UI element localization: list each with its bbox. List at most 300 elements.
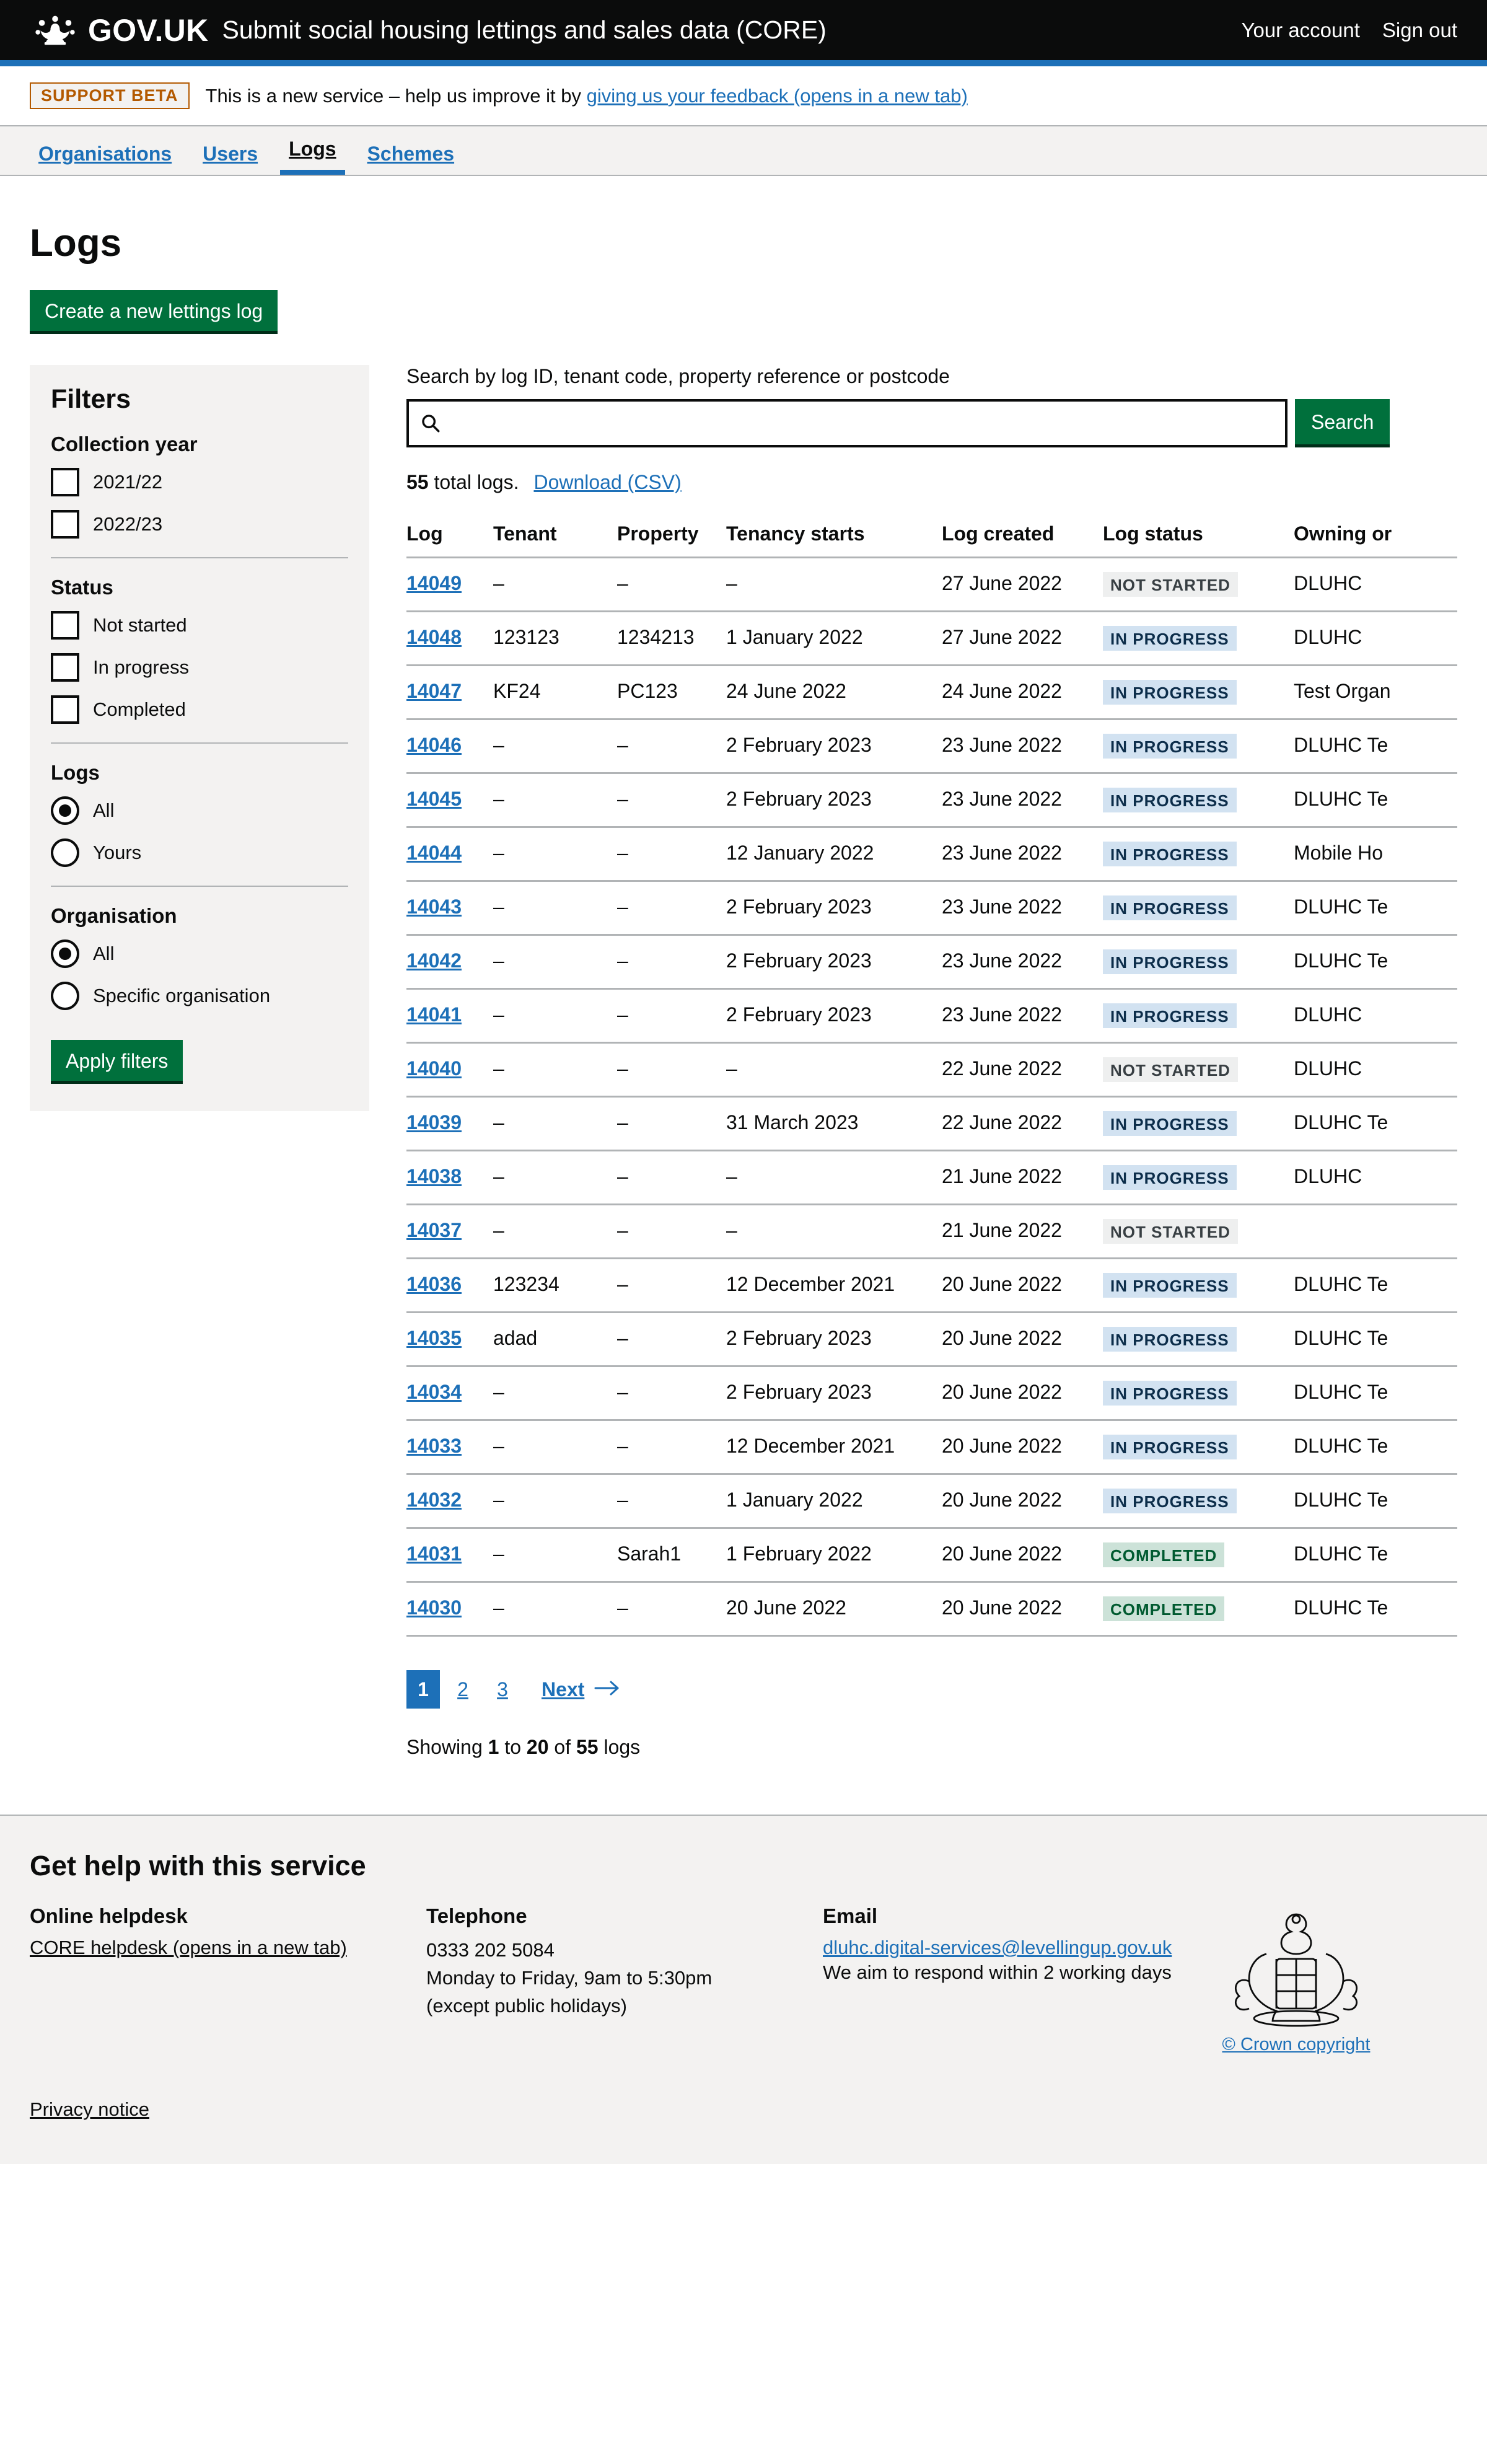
pagination-page-1[interactable]: 1 bbox=[406, 1670, 440, 1709]
cell-property: – bbox=[617, 1151, 726, 1205]
royal-coat-of-arms-icon bbox=[1222, 1904, 1371, 2028]
search-row bbox=[406, 399, 1457, 447]
total-logs-count: 55 bbox=[406, 471, 429, 493]
cell-tenant: – bbox=[493, 558, 617, 612]
cell-property: – bbox=[617, 1420, 726, 1474]
table-row bbox=[406, 827, 1457, 881]
status-badge: IN PROGRESS bbox=[1103, 1489, 1237, 1513]
table-row bbox=[406, 1259, 1457, 1313]
footer-telephone-note: (except public holidays) bbox=[426, 1994, 627, 2017]
table-row bbox=[406, 935, 1457, 989]
footer-crest-block bbox=[1222, 1904, 1457, 2055]
cell-log-created: 20 June 2022 bbox=[942, 1313, 1103, 1366]
cell-log-status bbox=[1103, 1366, 1294, 1420]
cell-log-created: 23 June 2022 bbox=[942, 989, 1103, 1043]
status-badge: IN PROGRESS bbox=[1103, 1273, 1237, 1298]
status-badge: IN PROGRESS bbox=[1103, 1111, 1237, 1136]
filter-checkbox-not-started[interactable] bbox=[51, 611, 348, 640]
status-badge: NOT STARTED bbox=[1103, 1057, 1238, 1082]
log-link[interactable]: 14033 bbox=[406, 1435, 462, 1457]
cell-property: – bbox=[617, 1043, 726, 1097]
filter-checkbox-completed[interactable] bbox=[51, 695, 348, 724]
pagination-page-2[interactable]: 2 bbox=[457, 1678, 468, 1701]
pagination-page-3[interactable]: 3 bbox=[497, 1678, 508, 1701]
status-badge: IN PROGRESS bbox=[1103, 895, 1237, 920]
log-link[interactable]: 14030 bbox=[406, 1596, 462, 1619]
cell-log-status bbox=[1103, 558, 1294, 612]
cell-log-id bbox=[406, 1582, 493, 1636]
cell-tenancy-starts: 2 February 2023 bbox=[726, 989, 942, 1043]
cell-tenancy-starts: 12 December 2021 bbox=[726, 1259, 942, 1313]
showing-from: 1 bbox=[488, 1736, 499, 1758]
cell-log-status bbox=[1103, 989, 1294, 1043]
primary-navigation bbox=[0, 126, 1487, 176]
header-account-links bbox=[1241, 19, 1457, 42]
filter-label: All bbox=[93, 943, 115, 965]
cell-tenant: – bbox=[493, 935, 617, 989]
cell-owning-organisation: DLUHC Te bbox=[1294, 1097, 1457, 1151]
search-input[interactable] bbox=[450, 402, 1285, 445]
cell-log-id bbox=[406, 558, 493, 612]
table-row bbox=[406, 1474, 1457, 1528]
checkbox-icon[interactable] bbox=[51, 611, 79, 640]
cell-log-created: 20 June 2022 bbox=[942, 1582, 1103, 1636]
footer-email-link[interactable]: dluhc.digital-services@levellingup.gov.uk bbox=[823, 1937, 1172, 1958]
cell-log-id bbox=[406, 1420, 493, 1474]
status-badge: IN PROGRESS bbox=[1103, 1003, 1237, 1028]
filter-group-title-logs: Logs bbox=[51, 761, 100, 784]
table-row bbox=[406, 1313, 1457, 1366]
filter-label: Not started bbox=[93, 614, 187, 636]
cell-log-status bbox=[1103, 935, 1294, 989]
feedback-link[interactable]: giving us your feedback (opens in a new tab) bbox=[586, 84, 968, 107]
logs-layout bbox=[30, 365, 1457, 1759]
cell-log-created: 23 June 2022 bbox=[942, 719, 1103, 773]
table-row bbox=[406, 881, 1457, 935]
cell-log-id bbox=[406, 1259, 493, 1313]
cell-log-created: 21 June 2022 bbox=[942, 1151, 1103, 1205]
cell-tenant: – bbox=[493, 1205, 617, 1259]
cell-tenancy-starts: 1 January 2022 bbox=[726, 612, 942, 666]
cell-owning-organisation: Mobile Ho bbox=[1294, 827, 1457, 881]
cell-tenancy-starts: 2 February 2023 bbox=[726, 773, 942, 827]
filters-panel bbox=[30, 365, 369, 1111]
checkbox-icon[interactable] bbox=[51, 468, 79, 496]
cell-tenant: – bbox=[493, 1420, 617, 1474]
create-new-lettings-log-button[interactable]: Create a new lettings log bbox=[30, 290, 278, 334]
filter-label: All bbox=[93, 799, 115, 822]
footer-telephone-title: Telephone bbox=[426, 1904, 527, 1927]
cell-tenant: adad bbox=[493, 1313, 617, 1366]
cell-log-status bbox=[1103, 1043, 1294, 1097]
cell-tenant: – bbox=[493, 1151, 617, 1205]
table-row bbox=[406, 1205, 1457, 1259]
filter-label: Yours bbox=[93, 842, 142, 864]
log-link[interactable]: 14044 bbox=[406, 842, 462, 864]
filter-label: Completed bbox=[93, 698, 186, 721]
log-link[interactable]: 14035 bbox=[406, 1327, 462, 1349]
cell-owning-organisation: DLUHC Te bbox=[1294, 719, 1457, 773]
table-row bbox=[406, 1528, 1457, 1582]
footer-telephone-hours: Monday to Friday, 9am to 5:30pm bbox=[426, 1966, 713, 1989]
pagination-next-label: Next bbox=[542, 1678, 585, 1701]
cell-property: – bbox=[617, 1259, 726, 1313]
showing-to: 20 bbox=[526, 1736, 549, 1758]
cell-property: – bbox=[617, 719, 726, 773]
cell-log-status bbox=[1103, 827, 1294, 881]
filter-group-organisation bbox=[51, 905, 348, 1010]
service-name: Submit social housing lettings and sales data (CORE) bbox=[222, 15, 827, 44]
column-header-log-status: Log status bbox=[1103, 511, 1294, 558]
cell-tenancy-starts: 31 March 2023 bbox=[726, 1097, 942, 1151]
filter-group-title-status: Status bbox=[51, 576, 113, 599]
cell-log-id bbox=[406, 1097, 493, 1151]
cell-tenant: – bbox=[493, 827, 617, 881]
log-link[interactable]: 14040 bbox=[406, 1057, 462, 1080]
footer-helpdesk-column bbox=[30, 1904, 426, 1959]
cell-log-status bbox=[1103, 1528, 1294, 1582]
pagination bbox=[406, 1670, 1457, 1709]
log-link[interactable]: 14041 bbox=[406, 1003, 462, 1026]
search-box[interactable] bbox=[406, 399, 1287, 447]
log-link[interactable]: 14047 bbox=[406, 680, 462, 702]
status-badge: IN PROGRESS bbox=[1103, 788, 1237, 812]
core-helpdesk-link[interactable]: CORE helpdesk (opens in a new tab) bbox=[30, 1937, 347, 1958]
cell-property: – bbox=[617, 1366, 726, 1420]
cell-log-created: 21 June 2022 bbox=[942, 1205, 1103, 1259]
cell-tenancy-starts: 1 January 2022 bbox=[726, 1474, 942, 1528]
table-row bbox=[406, 1043, 1457, 1097]
cell-tenancy-starts: 24 June 2022 bbox=[726, 666, 942, 719]
cell-property: – bbox=[617, 989, 726, 1043]
footer-email-title: Email bbox=[823, 1904, 878, 1927]
filter-label: Specific organisation bbox=[93, 985, 271, 1007]
cell-tenancy-starts: 2 February 2023 bbox=[726, 935, 942, 989]
footer-telephone-column bbox=[426, 1904, 823, 2020]
status-badge: IN PROGRESS bbox=[1103, 842, 1237, 866]
log-link[interactable]: 14042 bbox=[406, 949, 462, 972]
cell-property: PC123 bbox=[617, 666, 726, 719]
log-link[interactable]: 14045 bbox=[406, 788, 462, 810]
cell-log-status bbox=[1103, 1151, 1294, 1205]
filter-checkbox-2021-22[interactable] bbox=[51, 468, 348, 496]
cell-tenancy-starts: – bbox=[726, 1043, 942, 1097]
log-link[interactable]: 14049 bbox=[406, 572, 462, 594]
sign-out-link[interactable]: Sign out bbox=[1382, 18, 1457, 42]
footer-telephone-number: 0333 202 5084 bbox=[426, 1939, 555, 1961]
cell-tenant: 123123 bbox=[493, 612, 617, 666]
cell-log-created: 20 June 2022 bbox=[942, 1528, 1103, 1582]
cell-tenancy-starts: 2 February 2023 bbox=[726, 1366, 942, 1420]
column-header-log-created: Log created bbox=[942, 511, 1103, 558]
status-badge: IN PROGRESS bbox=[1103, 949, 1237, 974]
filter-label: In progress bbox=[93, 656, 190, 679]
cell-log-status bbox=[1103, 1205, 1294, 1259]
search-icon bbox=[409, 413, 450, 434]
filters-heading: Filters bbox=[51, 384, 131, 414]
cell-log-status bbox=[1103, 773, 1294, 827]
filter-divider bbox=[51, 557, 348, 558]
cell-owning-organisation: DLUHC Te bbox=[1294, 1474, 1457, 1528]
cell-property: – bbox=[617, 827, 726, 881]
cell-log-status bbox=[1103, 1420, 1294, 1474]
radio-icon[interactable] bbox=[51, 838, 79, 867]
cell-tenancy-starts: – bbox=[726, 1151, 942, 1205]
cell-log-created: 23 June 2022 bbox=[942, 773, 1103, 827]
cell-tenant: – bbox=[493, 773, 617, 827]
filter-group-status bbox=[51, 577, 348, 724]
status-badge: IN PROGRESS bbox=[1103, 626, 1237, 651]
cell-tenancy-starts: 20 June 2022 bbox=[726, 1582, 942, 1636]
total-logs-text: total logs. bbox=[434, 471, 519, 493]
log-link[interactable]: 14031 bbox=[406, 1542, 462, 1565]
cell-log-id bbox=[406, 666, 493, 719]
cell-owning-organisation: DLUHC Te bbox=[1294, 1259, 1457, 1313]
crown-copyright-link[interactable]: © Crown copyright bbox=[1222, 2035, 1371, 2054]
cell-owning-organisation bbox=[1294, 1205, 1457, 1259]
cell-property: – bbox=[617, 1582, 726, 1636]
cell-log-id bbox=[406, 612, 493, 666]
log-link[interactable]: 14039 bbox=[406, 1111, 462, 1133]
cell-log-id bbox=[406, 1151, 493, 1205]
logs-table-head bbox=[406, 511, 1457, 558]
cell-log-id bbox=[406, 1366, 493, 1420]
cell-tenancy-starts: 12 December 2021 bbox=[726, 1420, 942, 1474]
results-panel bbox=[406, 365, 1457, 1759]
filter-label: 2021/22 bbox=[93, 471, 163, 493]
cell-tenancy-starts: 2 February 2023 bbox=[726, 1313, 942, 1366]
cell-property: – bbox=[617, 1205, 726, 1259]
pagination-next-button[interactable] bbox=[542, 1678, 620, 1701]
nav-item-logs[interactable]: Logs bbox=[280, 139, 344, 175]
cell-property: – bbox=[617, 773, 726, 827]
table-row bbox=[406, 1097, 1457, 1151]
nav-item-users[interactable]: Users bbox=[203, 143, 258, 165]
cell-log-created: 23 June 2022 bbox=[942, 827, 1103, 881]
log-link[interactable]: 14037 bbox=[406, 1219, 462, 1241]
table-row bbox=[406, 1420, 1457, 1474]
cell-property: Sarah1 bbox=[617, 1528, 726, 1582]
cell-tenancy-starts: 12 January 2022 bbox=[726, 827, 942, 881]
cell-log-status bbox=[1103, 1259, 1294, 1313]
cell-log-status bbox=[1103, 881, 1294, 935]
cell-tenant: 123234 bbox=[493, 1259, 617, 1313]
status-badge: IN PROGRESS bbox=[1103, 1165, 1237, 1190]
checkbox-icon[interactable] bbox=[51, 510, 79, 539]
cell-tenant: – bbox=[493, 1582, 617, 1636]
filter-group-logs bbox=[51, 762, 348, 867]
table-row bbox=[406, 989, 1457, 1043]
log-link[interactable]: 14038 bbox=[406, 1165, 462, 1187]
filter-radio-logs-yours[interactable] bbox=[51, 838, 348, 867]
cell-owning-organisation: DLUHC bbox=[1294, 612, 1457, 666]
cell-owning-organisation: DLUHC bbox=[1294, 1043, 1457, 1097]
table-row bbox=[406, 719, 1457, 773]
log-link[interactable]: 14036 bbox=[406, 1273, 462, 1295]
footer-helpdesk-title: Online helpdesk bbox=[30, 1904, 188, 1927]
cell-log-created: 20 June 2022 bbox=[942, 1366, 1103, 1420]
cell-tenancy-starts: 2 February 2023 bbox=[726, 719, 942, 773]
cell-property: – bbox=[617, 935, 726, 989]
cell-log-created: 22 June 2022 bbox=[942, 1043, 1103, 1097]
cell-log-status bbox=[1103, 612, 1294, 666]
cell-property: 1234213 bbox=[617, 612, 726, 666]
cell-owning-organisation: DLUHC Te bbox=[1294, 1313, 1457, 1366]
showing-mid: to bbox=[504, 1736, 522, 1758]
status-badge: IN PROGRESS bbox=[1103, 734, 1237, 759]
cell-tenancy-starts: – bbox=[726, 558, 942, 612]
cell-log-id bbox=[406, 1474, 493, 1528]
log-link[interactable]: 14046 bbox=[406, 734, 462, 756]
showing-range-text bbox=[406, 1736, 1457, 1759]
filter-checkbox-2022-23[interactable] bbox=[51, 510, 348, 539]
column-header-property: Property bbox=[617, 511, 726, 558]
table-row bbox=[406, 1366, 1457, 1420]
cell-owning-organisation: DLUHC bbox=[1294, 1151, 1457, 1205]
logs-table-body bbox=[406, 558, 1457, 1636]
cell-log-created: 23 June 2022 bbox=[942, 935, 1103, 989]
cell-owning-organisation: DLUHC Te bbox=[1294, 881, 1457, 935]
column-header-tenant: Tenant bbox=[493, 511, 617, 558]
govuk-logotype: GOV.UK bbox=[88, 12, 209, 48]
footer-columns bbox=[30, 1904, 1457, 2055]
cell-owning-organisation: DLUHC bbox=[1294, 558, 1457, 612]
status-badge: IN PROGRESS bbox=[1103, 1327, 1237, 1352]
radio-icon[interactable] bbox=[51, 982, 79, 1010]
cell-owning-organisation: DLUHC Te bbox=[1294, 1366, 1457, 1420]
checkbox-icon[interactable] bbox=[51, 653, 79, 682]
filter-radio-organisation-all[interactable] bbox=[51, 939, 348, 968]
cell-tenant: – bbox=[493, 1366, 617, 1420]
filter-checkbox-in-progress[interactable] bbox=[51, 653, 348, 682]
radio-icon[interactable] bbox=[51, 939, 79, 968]
cell-log-created: 20 June 2022 bbox=[942, 1474, 1103, 1528]
cell-tenant: – bbox=[493, 1528, 617, 1582]
cell-tenant: – bbox=[493, 719, 617, 773]
phase-banner bbox=[0, 66, 1487, 126]
cell-log-id bbox=[406, 719, 493, 773]
cell-log-id bbox=[406, 989, 493, 1043]
phase-banner-message: This is a new service – help us improve it by bbox=[205, 84, 581, 107]
showing-of: of bbox=[554, 1736, 571, 1758]
status-badge: COMPLETED bbox=[1103, 1542, 1224, 1567]
footer-email-note: We aim to respond within 2 working days bbox=[823, 1961, 1172, 1983]
cell-tenant: KF24 bbox=[493, 666, 617, 719]
log-link[interactable]: 14048 bbox=[406, 626, 462, 648]
logs-table bbox=[406, 511, 1457, 1637]
cell-log-id bbox=[406, 935, 493, 989]
cell-owning-organisation: DLUHC Te bbox=[1294, 935, 1457, 989]
cell-log-created: 27 June 2022 bbox=[942, 558, 1103, 612]
filter-radio-specific-organisation[interactable] bbox=[51, 982, 348, 1010]
cell-tenancy-starts: – bbox=[726, 1205, 942, 1259]
cell-log-status bbox=[1103, 666, 1294, 719]
cell-log-id bbox=[406, 1043, 493, 1097]
cell-owning-organisation: DLUHC bbox=[1294, 989, 1457, 1043]
phase-banner-text bbox=[206, 85, 968, 107]
log-link[interactable]: 14032 bbox=[406, 1489, 462, 1511]
cell-log-created: 27 June 2022 bbox=[942, 612, 1103, 666]
cell-log-status bbox=[1103, 1582, 1294, 1636]
cell-owning-organisation: DLUHC Te bbox=[1294, 773, 1457, 827]
nav-item-organisations[interactable]: Organisations bbox=[38, 143, 172, 165]
privacy-notice-link[interactable]: Privacy notice bbox=[30, 2098, 149, 2120]
results-summary bbox=[406, 471, 1457, 494]
status-badge: IN PROGRESS bbox=[1103, 680, 1237, 705]
cell-log-status bbox=[1103, 1474, 1294, 1528]
header-brand bbox=[30, 14, 1241, 46]
table-row bbox=[406, 558, 1457, 612]
site-footer bbox=[0, 1815, 1487, 2164]
cell-property: – bbox=[617, 1313, 726, 1366]
search-label: Search by log ID, tenant code, property reference or postcode bbox=[406, 365, 950, 387]
cell-log-id bbox=[406, 1313, 493, 1366]
cell-owning-organisation: Test Organ bbox=[1294, 666, 1457, 719]
table-header-row bbox=[406, 511, 1457, 558]
nav-item-schemes[interactable]: Schemes bbox=[367, 143, 455, 165]
cell-property: – bbox=[617, 558, 726, 612]
cell-property: – bbox=[617, 881, 726, 935]
column-header-tenancy-starts: Tenancy starts bbox=[726, 511, 942, 558]
cell-log-id bbox=[406, 881, 493, 935]
showing-suffix: logs bbox=[603, 1736, 641, 1758]
cell-log-created: 22 June 2022 bbox=[942, 1097, 1103, 1151]
your-account-link[interactable]: Your account bbox=[1241, 18, 1360, 42]
cell-log-created: 24 June 2022 bbox=[942, 666, 1103, 719]
cell-tenant: – bbox=[493, 1097, 617, 1151]
cell-log-id bbox=[406, 773, 493, 827]
cell-owning-organisation: DLUHC Te bbox=[1294, 1528, 1457, 1582]
filter-divider bbox=[51, 742, 348, 744]
checkbox-icon[interactable] bbox=[51, 695, 79, 724]
cell-log-status bbox=[1103, 1097, 1294, 1151]
cell-property: – bbox=[617, 1474, 726, 1528]
cell-log-status bbox=[1103, 719, 1294, 773]
showing-prefix: Showing bbox=[406, 1736, 483, 1758]
phase-tag: SUPPORT BETA bbox=[30, 82, 190, 109]
footer-privacy-block bbox=[30, 2098, 1457, 2121]
status-badge: NOT STARTED bbox=[1103, 572, 1238, 597]
status-badge: IN PROGRESS bbox=[1103, 1381, 1237, 1406]
apply-filters-button[interactable]: Apply filters bbox=[51, 1040, 183, 1084]
cell-log-created: 20 June 2022 bbox=[942, 1420, 1103, 1474]
site-header bbox=[0, 0, 1487, 66]
table-row bbox=[406, 773, 1457, 827]
status-badge: NOT STARTED bbox=[1103, 1219, 1238, 1244]
download-csv-link[interactable]: Download (CSV) bbox=[533, 471, 682, 493]
column-header-log: Log bbox=[406, 511, 493, 558]
showing-total: 55 bbox=[576, 1736, 599, 1758]
table-row bbox=[406, 612, 1457, 666]
cell-log-id bbox=[406, 1528, 493, 1582]
radio-icon[interactable] bbox=[51, 796, 79, 825]
arrow-right-icon bbox=[594, 1678, 620, 1701]
cell-log-status bbox=[1103, 1313, 1294, 1366]
cell-tenant: – bbox=[493, 989, 617, 1043]
cell-log-id bbox=[406, 827, 493, 881]
log-link[interactable]: 14043 bbox=[406, 895, 462, 918]
cell-log-created: 23 June 2022 bbox=[942, 881, 1103, 935]
cell-log-id bbox=[406, 1205, 493, 1259]
cell-tenant: – bbox=[493, 1474, 617, 1528]
search-button[interactable]: Search bbox=[1295, 399, 1390, 447]
cell-owning-organisation: DLUHC Te bbox=[1294, 1582, 1457, 1636]
filter-radio-logs-all[interactable] bbox=[51, 796, 348, 825]
filter-group-collection-year bbox=[51, 434, 348, 539]
table-row bbox=[406, 1151, 1457, 1205]
log-link[interactable]: 14034 bbox=[406, 1381, 462, 1403]
cell-tenancy-starts: 2 February 2023 bbox=[726, 881, 942, 935]
